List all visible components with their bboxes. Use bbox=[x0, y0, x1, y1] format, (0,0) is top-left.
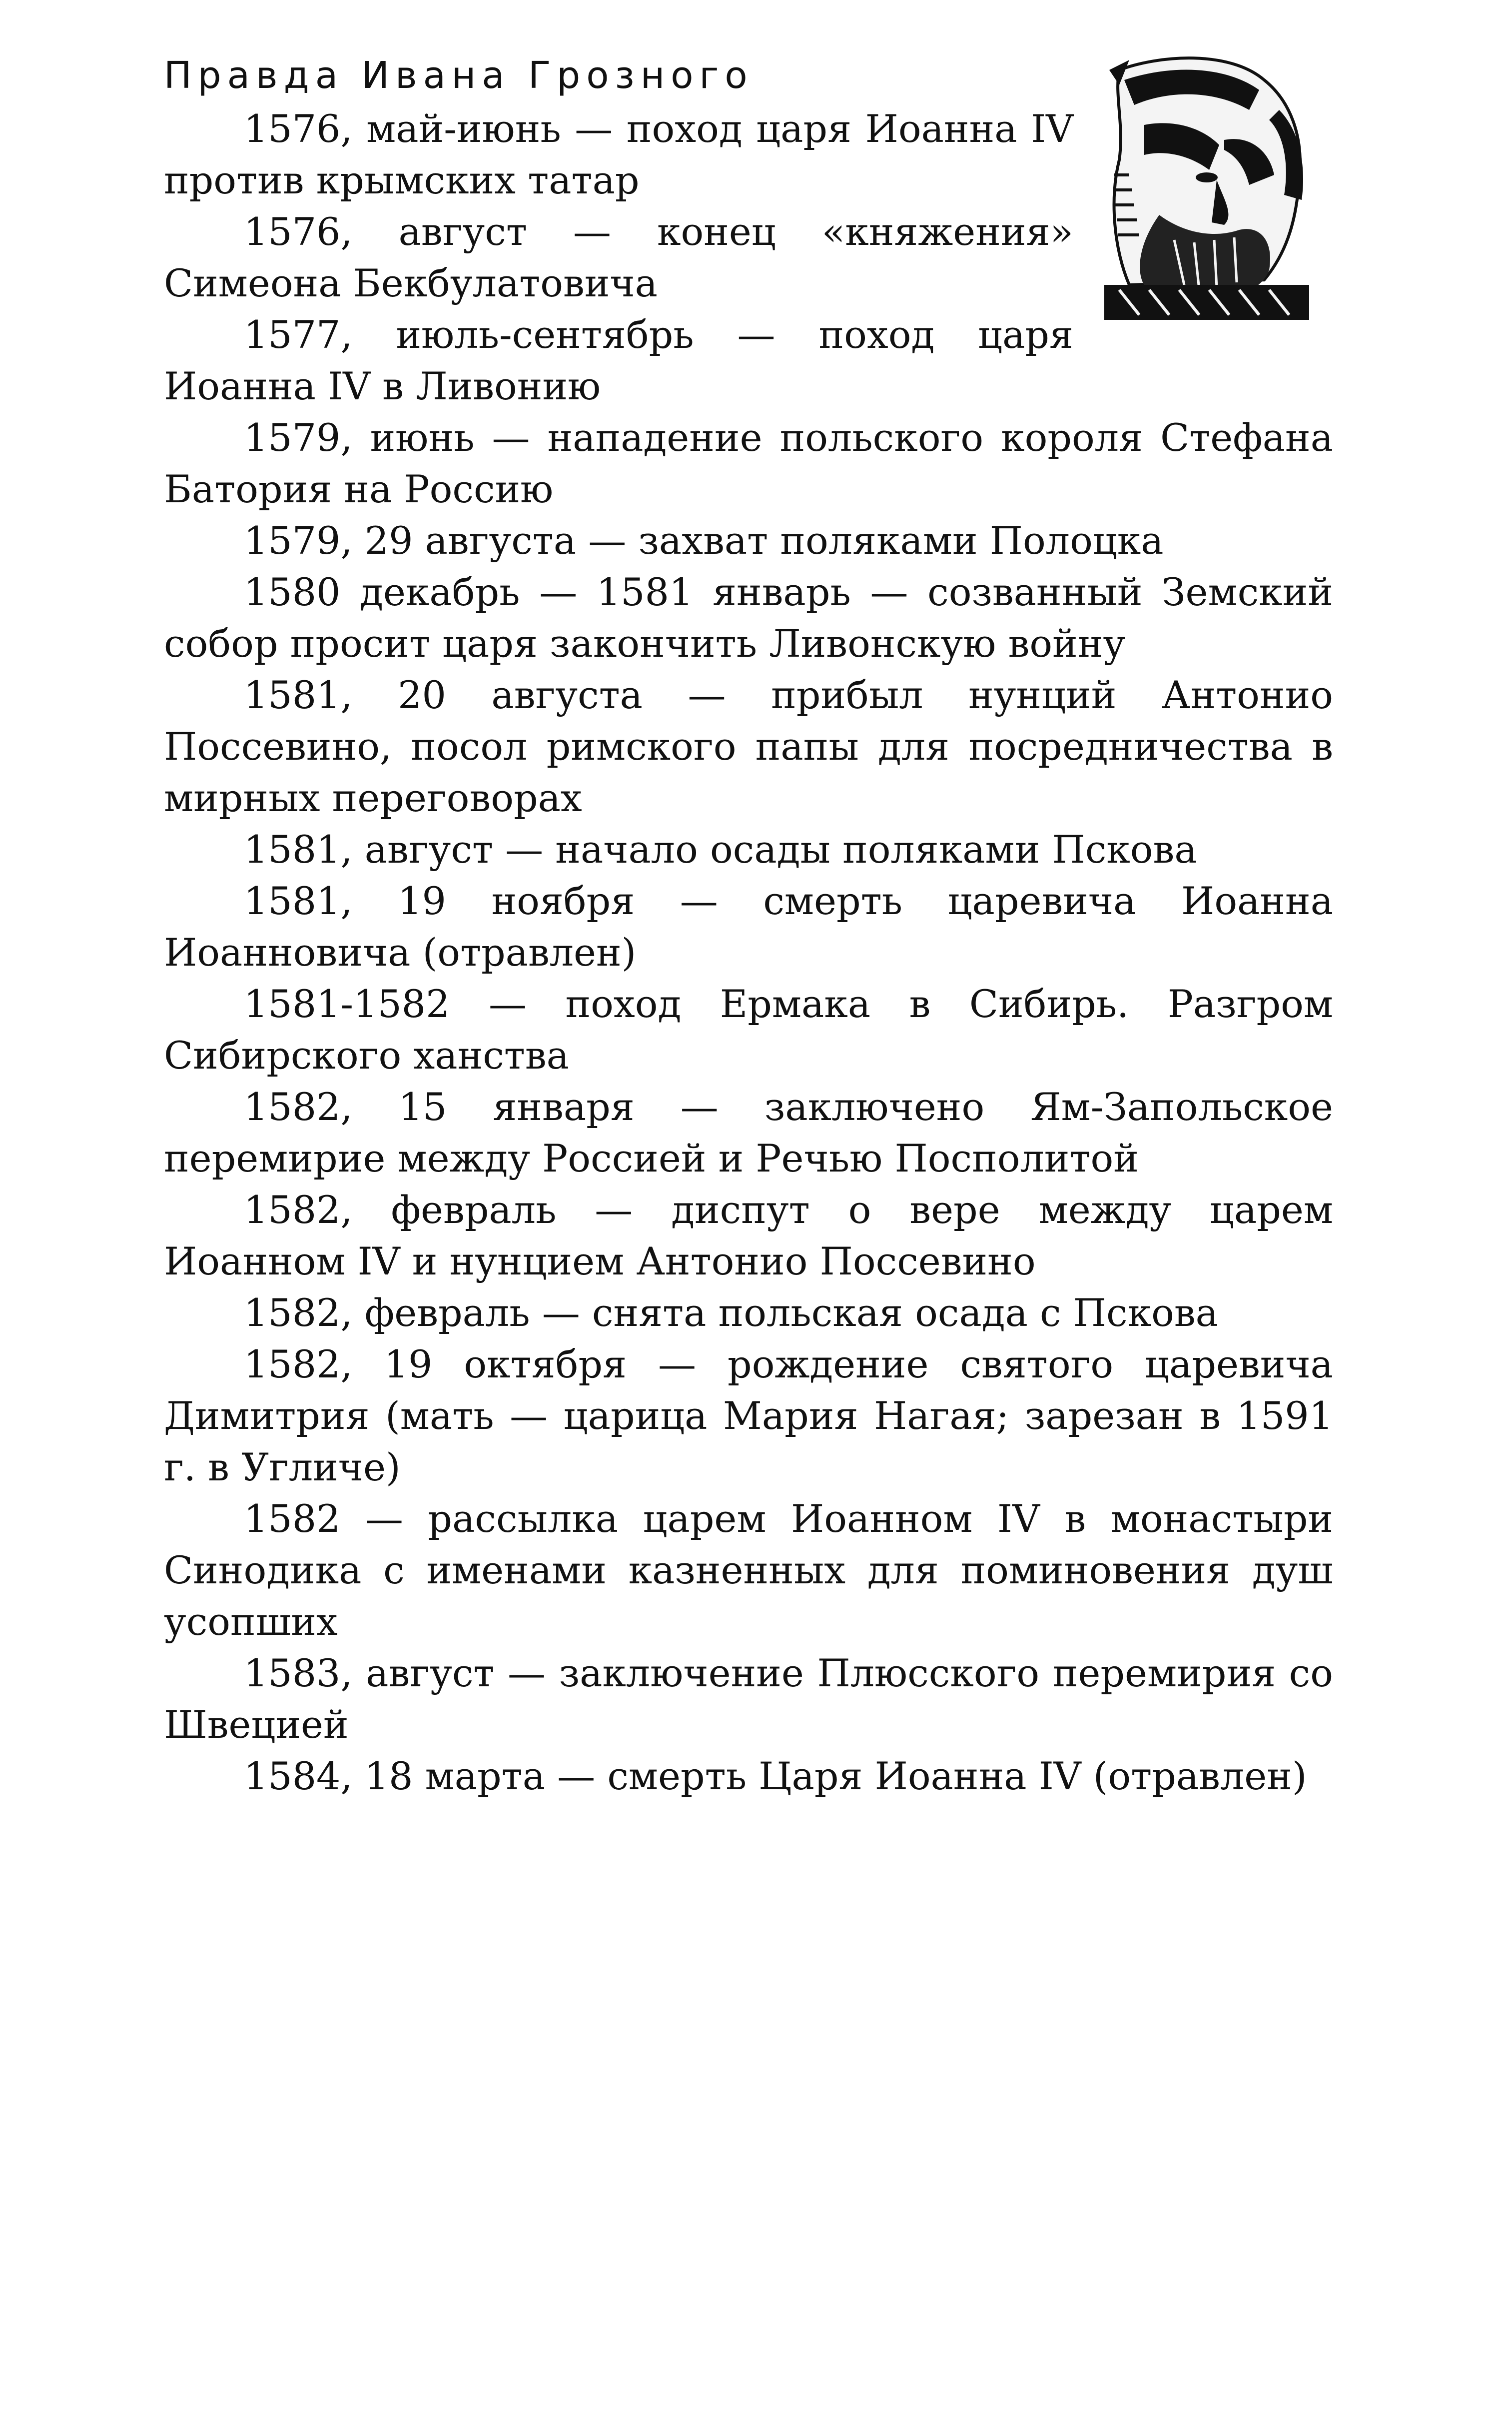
chronology-entry: 1576, май-июнь — поход царя Иоанна IV против крымских татар bbox=[164, 106, 1073, 202]
chronology-entry: 1582 — рассылка царем Иоанном IV в монастыри Синодика с именами казненных для поминовения душ усопших bbox=[164, 1496, 1333, 1644]
chronology-entry: 1581, 20 августа — прибыл нунций Антонио Поссевино, посол римского папы для посредничества в мирных переговорах bbox=[164, 673, 1333, 820]
chronology-entry: 1581-1582 — поход Ермака в Сибирь. Разгром Сибирского ханства bbox=[164, 982, 1333, 1078]
chronology-entry: 1581, август — начало осады поляками Пскова bbox=[244, 827, 1197, 872]
chronology-entry: 1581, 19 ноября — смерть царевича Иоанна Иоанновича (отравлен) bbox=[164, 879, 1333, 975]
chronology-entry: 1583, август — заключение Плюсского перемирия со Швецией bbox=[164, 1651, 1333, 1747]
running-head: Правда Ивана Грозного bbox=[164, 54, 754, 97]
chronology-entry: 1582, февраль — снята польская осада с Пскова bbox=[244, 1290, 1218, 1335]
chronology-entry: 1582, 19 октября — рождение святого царевича Димитрия (мать — царица Мария Нагая; зарезан в 1591 г. в Угличе) bbox=[164, 1342, 1333, 1489]
chronology-entry: 1580 декабрь — 1581 январь — созванный Земский собор просит царя закончить Ливонскую войну bbox=[164, 570, 1333, 666]
chronology-list bbox=[164, 103, 1333, 1802]
chronology-entry: 1582, февраль — диспут о вере между царем Иоанном IV и нунцием Антонио Поссевино bbox=[164, 1188, 1333, 1283]
chronology-entry: 1584, 18 марта — смерть Царя Иоанна IV (отравлен) bbox=[244, 1754, 1307, 1798]
chronology-entry: 1579, июнь — нападение польского короля Стефана Батория на Россию bbox=[164, 415, 1333, 511]
chronology-entry: 1576, август — конец «княжения» Симеона Бекбулатовича bbox=[164, 209, 1073, 305]
chronology-entry: 1579, 29 августа — захват поляками Полоцка bbox=[244, 518, 1164, 563]
chronology-entry: 1582, 15 января — заключено Ям-Запольское перемирие между Россией и Речью Посполитой bbox=[164, 1085, 1333, 1181]
chronology-entry: 1577, июль-сентябрь — поход царя Иоанна IV в Ливонию bbox=[164, 312, 1073, 408]
